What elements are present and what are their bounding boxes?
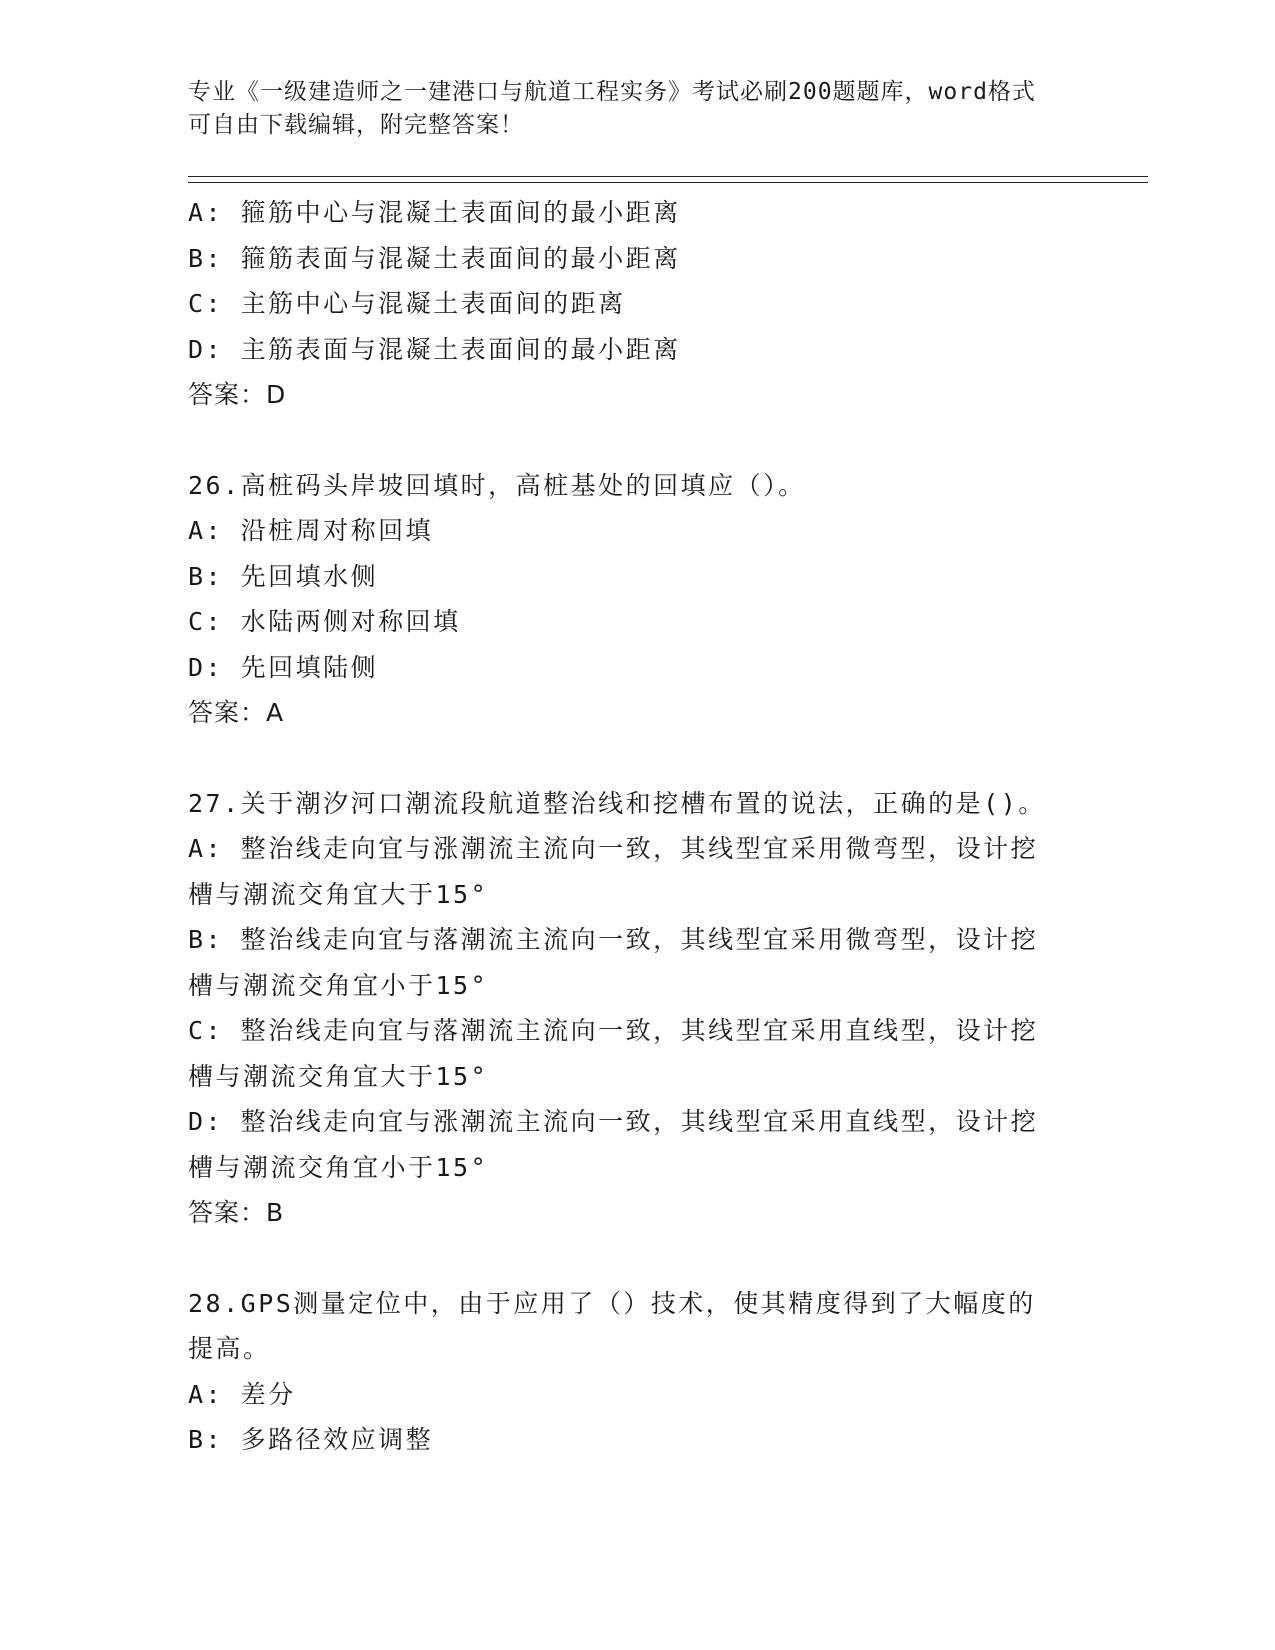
- option-b-continued: 槽与潮流交角宜小于15°: [188, 970, 489, 1000]
- question-26: [188, 463, 1088, 736]
- option-d: D: 整治线走向宜与涨潮流主流向一致，其线型宜采用直线型，设计挖: [188, 1107, 1039, 1136]
- question-28: [188, 1281, 1088, 1463]
- document-header: [188, 76, 1088, 142]
- option-b: B: 箍筋表面与混凝土表面间的最小距离: [188, 243, 681, 273]
- option-d: D: 先回填陆侧: [188, 652, 379, 682]
- header-title-line-2: 可自由下载编辑，附完整答案！: [188, 112, 524, 138]
- option-b: B: 多路径效应调整: [188, 1425, 434, 1454]
- question-content: [188, 190, 1088, 1463]
- option-a: A: 差分: [188, 1379, 296, 1409]
- option-c: C: 水陆两侧对称回填: [188, 607, 461, 636]
- answer: 答案：B: [188, 1198, 285, 1227]
- option-d-continued: 槽与潮流交角宜小于15°: [188, 1152, 489, 1182]
- spacer: [188, 418, 1088, 463]
- question-stem-continued: 提高。: [188, 1334, 271, 1363]
- option-c: C: 主筋中心与混凝土表面间的距离: [188, 289, 626, 318]
- header-divider-bottom: [188, 182, 1148, 183]
- option-c-continued: 槽与潮流交角宜大于15°: [188, 1061, 489, 1091]
- option-c: C: 整治线走向宜与落潮流主流向一致，其线型宜采用直线型，设计挖: [188, 1016, 1039, 1045]
- header-title-line-1: 专业《一级建造师之一建港口与航道工程实务》考试必刷200题题库，word格式: [188, 79, 1036, 105]
- answer: 答案：D: [188, 380, 287, 409]
- spacer: [188, 1236, 1088, 1281]
- spacer: [188, 736, 1088, 781]
- header-divider-top: [188, 176, 1148, 177]
- answer: 答案：A: [188, 698, 285, 727]
- question-stem: 26.高桩码头岸坡回填时，高桩基处的回填应（）。: [188, 470, 806, 500]
- option-a: A: 沿桩周对称回填: [188, 516, 434, 545]
- option-b: B: 整治线走向宜与落潮流主流向一致，其线型宜采用微弯型，设计挖: [188, 925, 1039, 954]
- option-a: A: 整治线走向宜与涨潮流主流向一致，其线型宜采用微弯型，设计挖: [188, 834, 1039, 863]
- question-25-continuation: [188, 190, 1088, 418]
- option-a-continued: 槽与潮流交角宜大于15°: [188, 879, 489, 909]
- question-27: [188, 781, 1088, 1236]
- option-d: D: 主筋表面与混凝土表面间的最小距离: [188, 334, 681, 364]
- question-stem: 28.GPS测量定位中，由于应用了（）技术，使其精度得到了大幅度的: [188, 1288, 1036, 1318]
- option-a: A: 箍筋中心与混凝土表面间的最小距离: [188, 198, 681, 227]
- option-b: B: 先回填水侧: [188, 561, 379, 591]
- question-stem: 27.关于潮汐河口潮流段航道整治线和挖槽布置的说法，正确的是()。: [188, 788, 1046, 818]
